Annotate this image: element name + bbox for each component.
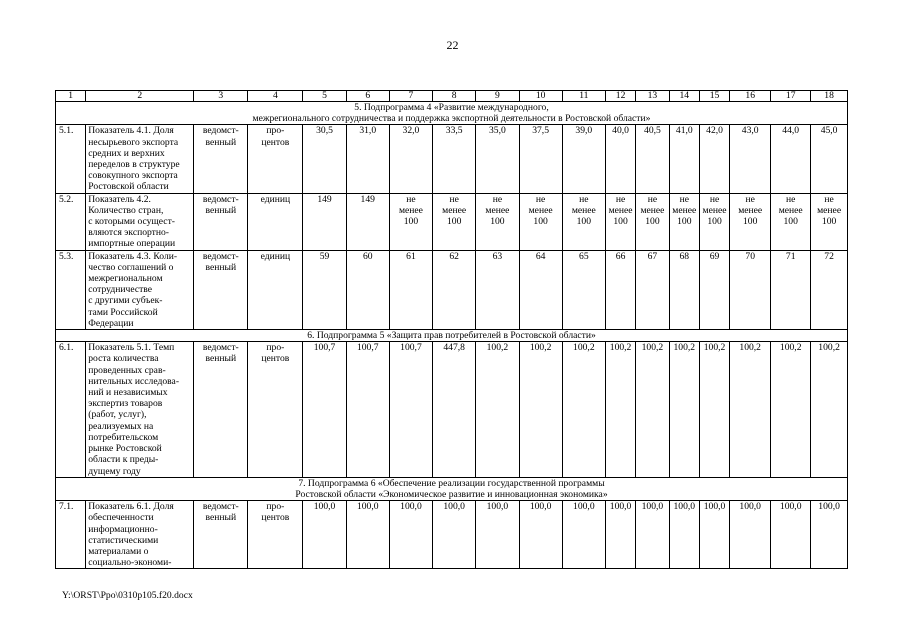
cell-line: не (679, 193, 689, 205)
cell-line: 100,2 (673, 342, 696, 354)
indicator-value (605, 193, 635, 250)
cell-line: 64 (535, 250, 546, 262)
cell-line: Показатель 5.1. Темп (88, 342, 175, 354)
cell-line: центов (261, 353, 290, 365)
cell-line: Ростовской области (88, 181, 169, 193)
cell-line: венный (205, 261, 237, 273)
column-header: 18 (811, 91, 848, 102)
column-header: 4 (248, 91, 303, 102)
cell-line: 66 (615, 250, 626, 262)
indicator-value (346, 193, 389, 250)
cell-line: 100 (613, 216, 628, 228)
indicator-value (699, 125, 729, 193)
cell-line: 7. Подпрограмма 6 «Обеспечение реализации государственной программы (298, 477, 605, 489)
indicator-value (811, 250, 848, 329)
cell-line: Показатель 6.1. Доля (88, 501, 174, 513)
cell-line: 100 (707, 216, 722, 228)
indicator-value (730, 250, 771, 329)
cell-line: 35,0 (488, 125, 506, 137)
indicators-table (55, 90, 848, 569)
cell-line: Показатель 4.1. Доля (88, 125, 174, 137)
cell-line: чество соглашений о (88, 261, 174, 273)
cell-line: Ростовской области «Экономическое развитие и инновационная экономика» (295, 488, 608, 500)
section-row (56, 477, 848, 500)
column-header: 15 (699, 91, 729, 102)
cell-line: 447,8 (443, 342, 465, 354)
indicator-value (605, 501, 635, 569)
column-header: 5 (303, 91, 346, 102)
indicator-value (636, 125, 669, 193)
cell-line: не (647, 193, 658, 205)
cell-line: статистическими (88, 534, 159, 546)
cell-line: 42,0 (706, 125, 723, 137)
indicator-value (699, 342, 729, 477)
cell-line: про- (266, 342, 285, 354)
cell-line: не (492, 193, 503, 205)
cell-line: 100,0 (313, 501, 336, 513)
column-header: 2 (86, 91, 194, 102)
indicators-table-wrapper (55, 90, 848, 582)
cell-line: обеспеченности (88, 512, 154, 524)
cell-line: не (615, 193, 626, 205)
cell-line: экспертиз товаров (88, 398, 163, 410)
indicator-value (476, 250, 519, 329)
indicator-value (811, 501, 848, 569)
cell-line: ведомст- (202, 125, 239, 137)
cell-line: тами Российской (88, 306, 158, 318)
column-header: 12 (605, 91, 635, 102)
indicator-value (389, 193, 432, 250)
cell-line: 100 (576, 216, 592, 228)
indicator-name (86, 342, 194, 477)
cell-line: 100 (645, 216, 660, 228)
section-row (56, 102, 848, 125)
indicator-value (771, 193, 811, 250)
cell-line: информационно- (88, 523, 158, 535)
indicator-value (476, 501, 519, 569)
cell-line: импортные операции (88, 238, 176, 250)
cell-line: 65 (579, 250, 589, 262)
cell-line: 31,0 (359, 125, 377, 137)
cell-line: 149 (360, 193, 375, 205)
section-row (56, 330, 848, 342)
cell-line: 59 (319, 250, 330, 262)
cell-line: не (745, 193, 755, 205)
cell-line: 32,0 (402, 125, 420, 137)
cell-line: средних и верхних (88, 147, 165, 159)
indicator-value (519, 250, 562, 329)
table-row (56, 342, 848, 477)
indicator-value (519, 501, 562, 569)
cell-line: менее (608, 204, 633, 216)
cell-line: менее (398, 204, 423, 216)
indicator-value (605, 125, 635, 193)
cell-line: 100,0 (739, 501, 761, 513)
indicator-unit (248, 342, 303, 477)
indicator-value (519, 125, 562, 193)
cell-line: Показатель 4.3. Коли- (88, 250, 178, 262)
table-row (56, 193, 848, 250)
indicator-value (346, 125, 389, 193)
indicator-value (669, 250, 699, 329)
cell-line: совокупного экспорта (88, 170, 178, 182)
cell-line: роста количества (88, 353, 159, 365)
cell-line: 39,0 (575, 125, 593, 137)
cell-line: межрегионального сотрудничества и поддержка экспортной деятельности в Ростовской области» (252, 113, 651, 125)
cell-line: вляются экспортно- (88, 227, 169, 239)
indicator-name (86, 501, 194, 569)
cell-line: 100,2 (739, 342, 761, 354)
indicator-value (699, 250, 729, 329)
indicator-value (433, 342, 476, 477)
cell-line: 100,2 (486, 342, 509, 354)
cell-line: 71 (785, 250, 796, 262)
indicator-value (730, 193, 771, 250)
cell-line: реализуемых на (88, 420, 154, 432)
indicator-value (346, 501, 389, 569)
indicator-source (194, 125, 248, 193)
column-header: 6 (346, 91, 389, 102)
indicator-value (346, 250, 389, 329)
cell-line: проведенных срав- (88, 364, 166, 376)
indicator-source (194, 193, 248, 250)
indicator-number: 5.1. (56, 125, 86, 193)
column-header: 13 (636, 91, 669, 102)
indicator-number: 7.1. (56, 501, 86, 569)
cell-line: 100,0 (400, 501, 422, 513)
cell-line: 100,2 (818, 342, 840, 354)
indicator-value (811, 193, 848, 250)
table-row (56, 125, 848, 193)
cell-line: 60 (362, 250, 373, 262)
cell-line: 100,0 (673, 501, 696, 513)
indicator-number: 5.2. (56, 193, 86, 250)
cell-line: не (709, 193, 720, 205)
indicator-value (433, 250, 476, 329)
cell-line: ний и независимых (88, 387, 168, 399)
cell-line: не (786, 193, 796, 205)
indicator-source (194, 501, 248, 569)
column-header: 11 (562, 91, 605, 102)
cell-line: 100,2 (703, 342, 726, 354)
indicator-value (730, 342, 771, 477)
indicator-value (669, 125, 699, 193)
cell-line: социально-экономи- (88, 557, 172, 569)
indicator-name (86, 125, 194, 193)
cell-line: менее (485, 204, 510, 216)
indicator-unit (248, 193, 303, 250)
cell-line: венный (205, 136, 237, 148)
indicator-value (389, 250, 432, 329)
cell-line: центов (261, 136, 290, 148)
cell-line: 100,2 (529, 342, 552, 354)
section-title (56, 477, 848, 500)
indicator-value (811, 342, 848, 477)
table-row (56, 250, 848, 329)
indicator-name (86, 193, 194, 250)
cell-line: менее (528, 204, 553, 216)
cell-line: 100 (821, 216, 837, 228)
cell-line: дущему году (88, 465, 141, 477)
cell-line: менее (817, 204, 842, 216)
indicator-value (303, 193, 346, 250)
cell-line: не (449, 193, 459, 205)
cell-line: 100 (743, 216, 758, 228)
cell-line: Федерации (88, 317, 134, 329)
cell-line: 100 (783, 216, 798, 228)
indicator-value (771, 501, 811, 569)
indicator-value (389, 501, 432, 569)
indicator-value (562, 125, 605, 193)
cell-line: 45,0 (820, 125, 838, 137)
indicator-value (669, 342, 699, 477)
indicator-value (730, 125, 771, 193)
cell-line: 63 (492, 250, 503, 262)
cell-line: 69 (709, 250, 720, 262)
cell-line: менее (738, 204, 763, 216)
cell-line: потребительском (88, 431, 159, 443)
cell-line: 6. Подпрограмма 5 «Защита прав потребителей в Ростовской области» (307, 330, 596, 342)
cell-line: менее (442, 204, 467, 216)
column-header: 16 (730, 91, 771, 102)
column-header: 14 (669, 91, 699, 102)
indicator-value (389, 125, 432, 193)
cell-line: (работ, услуг), (88, 409, 147, 421)
cell-line: 61 (406, 250, 416, 262)
cell-line: с которыми осущест- (88, 216, 175, 228)
cell-line: 100,0 (703, 501, 726, 513)
indicator-value (771, 342, 811, 477)
header-row (56, 91, 848, 102)
indicator-value (562, 193, 605, 250)
cell-line: не (406, 193, 416, 205)
table-row (56, 501, 848, 569)
cell-line: 72 (824, 250, 834, 262)
column-header: 1 (56, 91, 86, 102)
indicator-value (346, 342, 389, 477)
indicator-value (303, 125, 346, 193)
cell-line: межрегиональном (88, 273, 163, 285)
cell-line: 100 (403, 216, 419, 228)
cell-line: 41,0 (675, 125, 693, 137)
cell-line: ведомст- (202, 501, 239, 513)
cell-line: центов (261, 512, 290, 524)
indicator-value (636, 193, 669, 250)
indicator-value (303, 501, 346, 569)
cell-line: менее (571, 204, 596, 216)
column-header: 9 (476, 91, 519, 102)
cell-line: 40,5 (644, 125, 661, 137)
indicator-value (433, 501, 476, 569)
indicator-value (433, 193, 476, 250)
cell-line: венный (205, 512, 237, 524)
section-title (56, 102, 848, 125)
indicator-value (562, 501, 605, 569)
indicator-value (699, 501, 729, 569)
indicator-value (562, 250, 605, 329)
cell-line: 100 (677, 216, 692, 228)
cell-line: Показатель 4.2. (88, 193, 151, 205)
section-title (56, 330, 848, 342)
column-header: 8 (433, 91, 476, 102)
cell-line: менее (640, 204, 665, 216)
cell-line: 100,0 (779, 501, 802, 513)
cell-line: нительных исследова- (88, 375, 180, 387)
cell-line: 100,0 (443, 501, 465, 513)
cell-line: не (535, 193, 546, 205)
cell-line: 149 (317, 193, 332, 205)
indicator-value (519, 193, 562, 250)
cell-line: единиц (260, 250, 291, 262)
cell-line: 100,7 (400, 342, 422, 354)
cell-line: материалами о (88, 545, 149, 557)
cell-line: 5. Подпрограмма 4 «Развитие международного, (354, 102, 549, 113)
indicator-value (605, 250, 635, 329)
cell-line: 33,5 (445, 125, 463, 137)
cell-line: переделов в структуре (88, 159, 180, 171)
cell-line: не (824, 193, 834, 205)
indicator-value (699, 193, 729, 250)
indicator-source (194, 250, 248, 329)
cell-line: 100,7 (313, 342, 336, 354)
cell-line: 100,0 (356, 501, 379, 513)
indicator-number: 6.1. (56, 342, 86, 477)
indicator-source (194, 342, 248, 477)
indicator-name (86, 250, 194, 329)
cell-line: 30,5 (316, 125, 333, 137)
cell-line: Количество стран, (88, 204, 164, 216)
cell-line: единиц (260, 193, 291, 205)
cell-line: венный (205, 353, 237, 365)
cell-line: 68 (679, 250, 690, 262)
indicator-value (636, 501, 669, 569)
cell-line: ведомст- (202, 250, 239, 262)
column-header: 3 (194, 91, 248, 102)
cell-line: 100,0 (529, 501, 552, 513)
cell-line: 70 (745, 250, 755, 262)
cell-line: венный (205, 204, 237, 216)
cell-line: менее (702, 204, 727, 216)
cell-line: 100,0 (609, 501, 632, 513)
indicator-value (389, 342, 432, 477)
cell-line: ведомст- (202, 193, 239, 205)
indicator-number: 5.3. (56, 250, 86, 329)
cell-line: 100,2 (779, 342, 802, 354)
cell-line: 100,2 (641, 342, 664, 354)
indicator-value (669, 501, 699, 569)
cell-line: 43,0 (741, 125, 759, 137)
cell-line: 100,2 (573, 342, 595, 354)
column-header: 10 (519, 91, 562, 102)
indicator-unit (248, 501, 303, 569)
cell-line: менее (672, 204, 697, 216)
cell-line: несырьевого экспорта (88, 136, 179, 148)
cell-line: рынке Ростовской (88, 443, 162, 455)
cell-line: 44,0 (782, 125, 800, 137)
cell-line: 62 (449, 250, 459, 262)
cell-line: 100,0 (641, 501, 664, 513)
cell-line: 67 (647, 250, 658, 262)
cell-line: про- (266, 125, 285, 137)
indicator-value (636, 342, 669, 477)
indicator-unit (248, 250, 303, 329)
cell-line: ведомст- (202, 342, 239, 354)
cell-line: области к преды- (88, 454, 159, 466)
cell-line: 40,0 (612, 125, 629, 137)
indicator-value (636, 250, 669, 329)
cell-line: 100,2 (609, 342, 632, 354)
indicator-value (562, 342, 605, 477)
cell-line: менее (778, 204, 803, 216)
cell-line: 100,0 (486, 501, 509, 513)
indicator-value (303, 342, 346, 477)
cell-line: 37,5 (532, 125, 549, 137)
cell-line: 100 (490, 216, 505, 228)
cell-line: 100,0 (573, 501, 595, 513)
indicator-value (771, 250, 811, 329)
footer-file-path: Y:\ORST\Ppo\0310p105.f20.docx (62, 590, 193, 601)
page-number: 22 (446, 38, 459, 52)
column-header: 17 (771, 91, 811, 102)
indicator-value (730, 501, 771, 569)
cell-line: сотрудничестве (88, 284, 153, 296)
cell-line: 100 (533, 216, 548, 228)
cell-line: 100,0 (818, 501, 840, 513)
cell-line: про- (266, 501, 285, 513)
indicator-value (605, 342, 635, 477)
indicator-value (476, 193, 519, 250)
indicator-value (476, 342, 519, 477)
column-header: 7 (389, 91, 432, 102)
cell-line: 100,7 (356, 342, 379, 354)
indicator-value (303, 250, 346, 329)
indicator-value (811, 125, 848, 193)
indicator-value (669, 193, 699, 250)
indicator-value (476, 125, 519, 193)
cell-line: с другими субъек- (88, 295, 163, 307)
cell-line: 100 (446, 216, 462, 228)
indicator-value (519, 342, 562, 477)
indicator-value (433, 125, 476, 193)
indicator-unit (248, 125, 303, 193)
cell-line: не (579, 193, 589, 205)
indicator-value (771, 125, 811, 193)
